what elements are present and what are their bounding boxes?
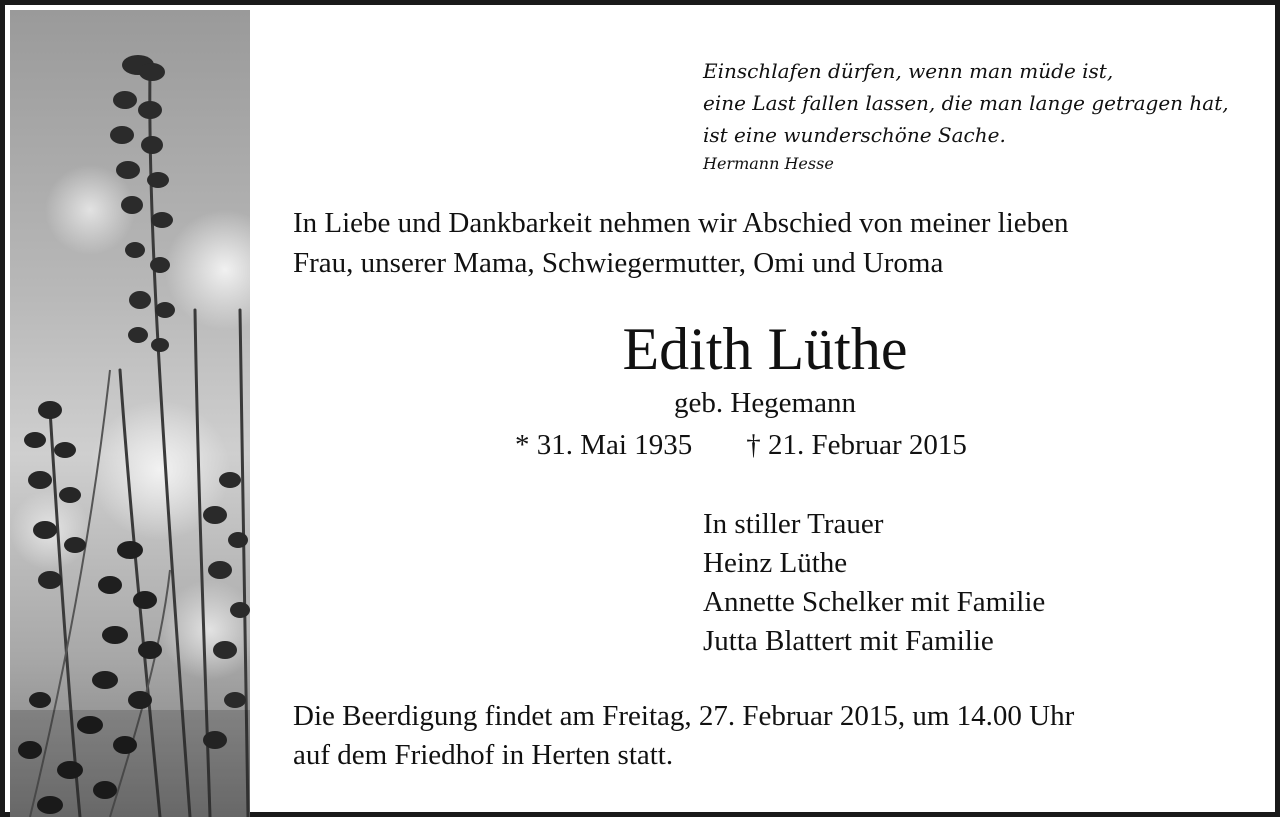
poem-line: ist eine wunderschöne Sache. [703,123,1006,147]
death-date: † 21. Februar 2015 [746,429,967,461]
mourner-name: Jutta Blattert mit Familie [703,625,994,657]
life-dates [515,425,967,465]
birth-date: * 31. Mai 1935 [515,429,693,461]
funeral-line: auf dem Friedhof in Herten statt. [293,739,674,771]
maiden-name: geb. Hegemann [674,387,856,419]
lavender-photo [10,10,250,817]
mourners-list [703,505,1045,661]
mourner-name: Heinz Lüthe [703,547,848,579]
poem-line: Einschlafen dürfen, wenn man müde ist, [703,59,1114,83]
intro-line: Frau, unserer Mama, Schwiegermutter, Omi und Uroma [293,247,944,279]
mourner-name: Annette Schelker mit Familie [703,586,1046,618]
funeral-line: Die Beerdigung findet am Freitag, 27. Februar 2015, um 14.00 Uhr [293,700,1075,732]
poem-author: Hermann Hesse [703,154,834,173]
funeral-info [293,697,1263,775]
mourners-heading: In stiller Trauer [703,508,884,540]
intro-line: In Liebe und Dankbarkeit nehmen wir Abschied von meiner lieben [293,207,1069,239]
deceased-name: Edith Lüthe [622,316,908,382]
lavender-illustration [10,10,250,817]
farewell-intro [293,203,1263,283]
poem-quote [703,55,1229,177]
poem-line: eine Last fallen lassen, die man lange getragen hat, [703,91,1229,115]
